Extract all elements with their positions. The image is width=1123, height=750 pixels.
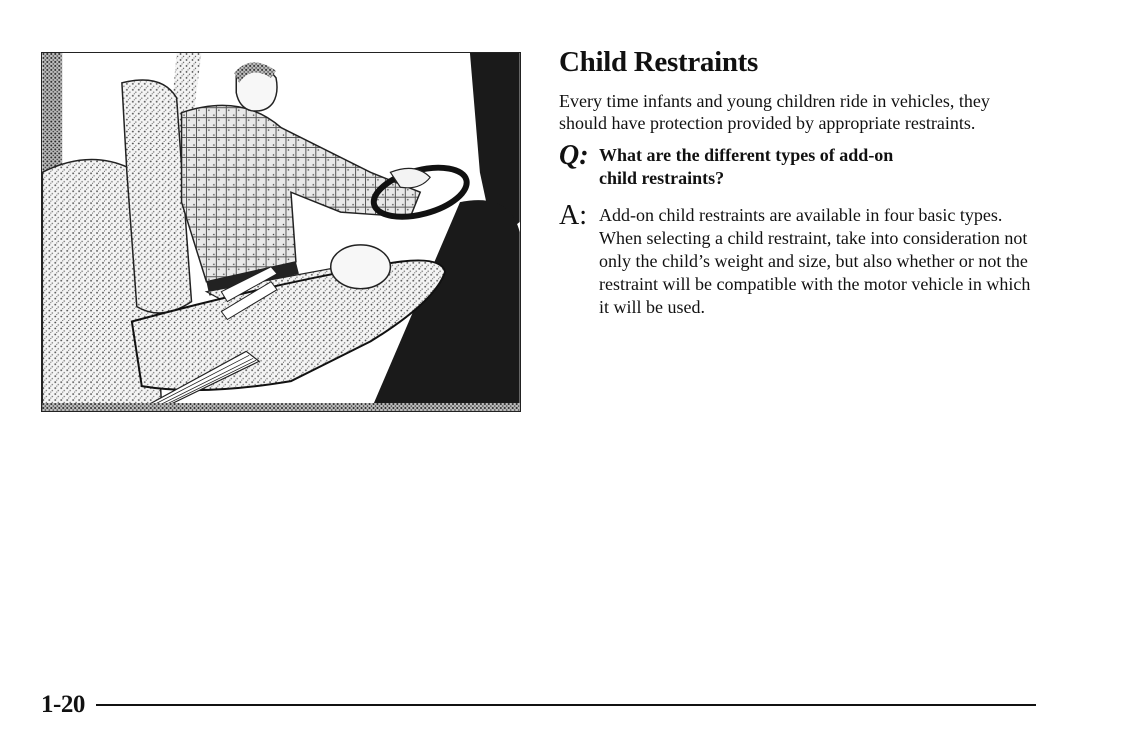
page-footer	[41, 690, 1036, 720]
question-text: What are the different types of add-on child restraints?	[599, 145, 894, 188]
driver-with-child-seat-illustration	[41, 52, 521, 412]
answer-marker: A:	[559, 200, 587, 231]
main-content	[559, 44, 1059, 319]
page-number: 1-20	[41, 691, 85, 718]
question-block	[559, 140, 1059, 190]
question-marker: Q:	[559, 140, 589, 171]
footer-rule	[96, 704, 1036, 706]
section-title: Child Restraints	[559, 46, 759, 78]
answer-block	[559, 200, 1059, 319]
answer-text: Add-on child restraints are available in four basic types. When selecting a child restraint, take into consideration not only the child’s weight and size, but also whether or not the restraint will be compatible with the motor vehicle in which it will be used.	[599, 205, 1031, 317]
intro-paragraph: Every time infants and young children ride in vehicles, they should have protection provided by appropriate restraints.	[559, 91, 990, 133]
